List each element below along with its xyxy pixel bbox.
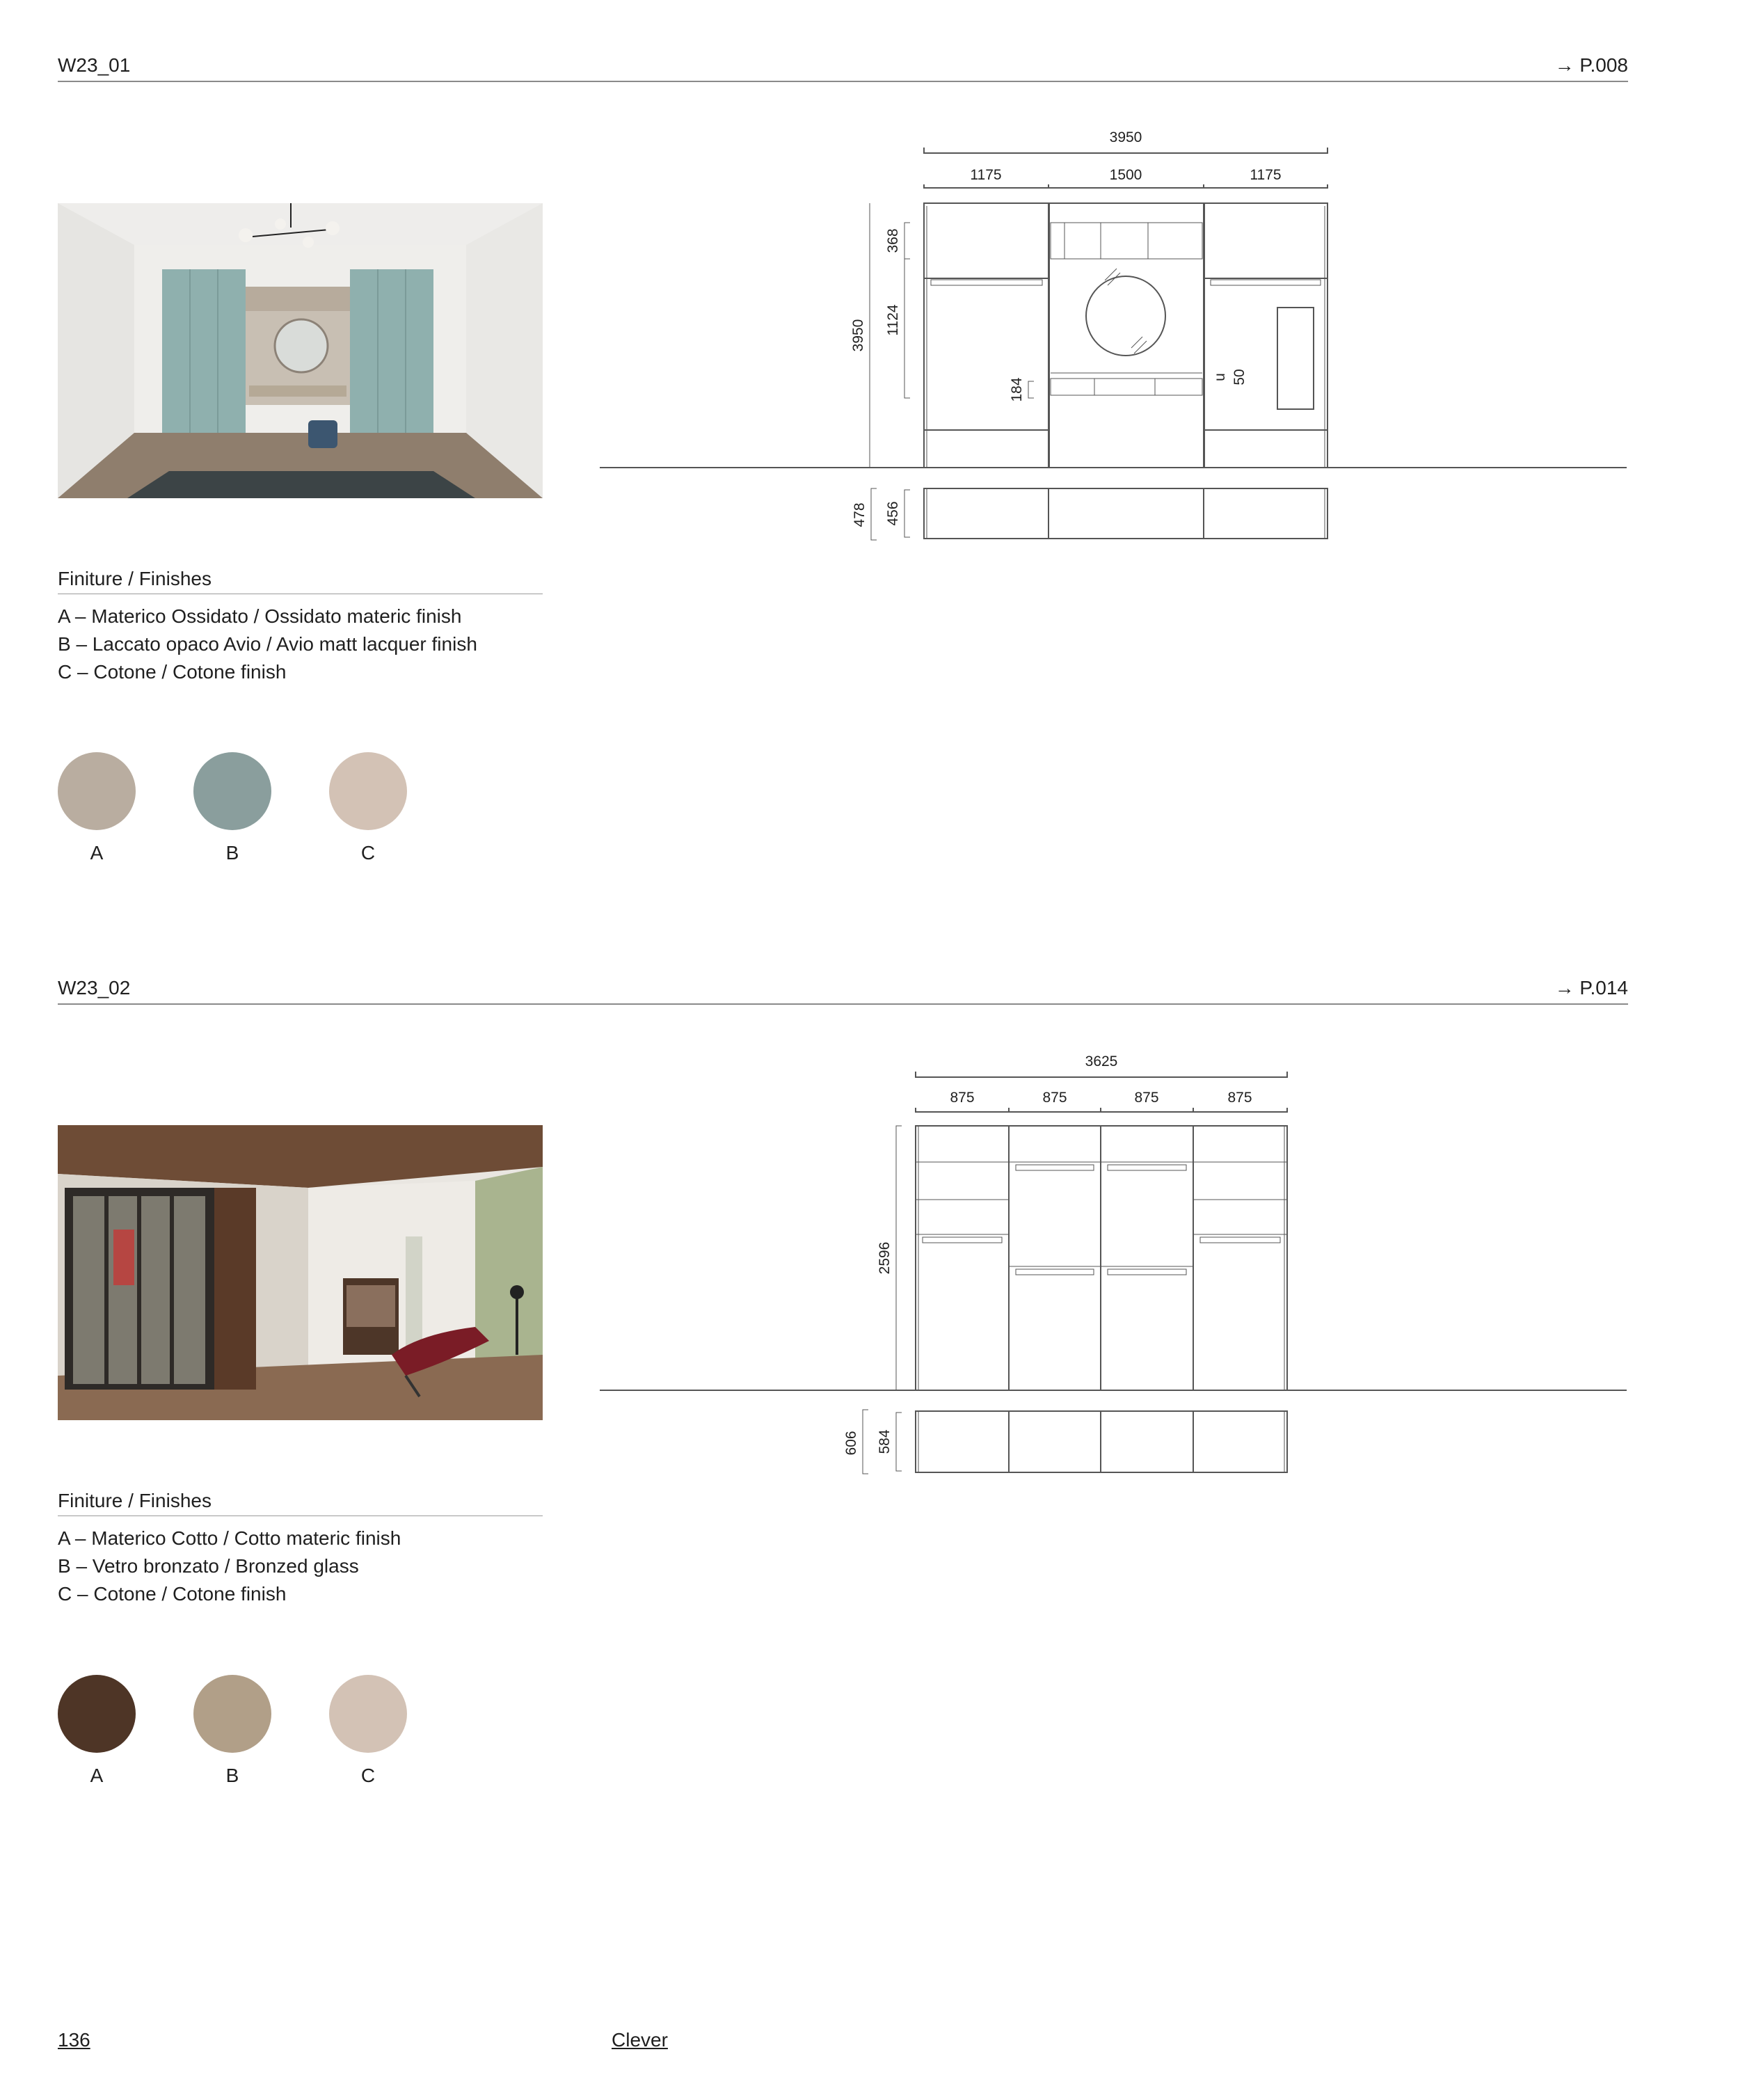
section-1-finishes-title: Finiture / Finishes [58, 568, 212, 589]
section-1-technical-drawing [598, 118, 1628, 550]
section-2-finishes-list [58, 1525, 401, 1608]
dim-depth-inner: 584 [877, 1429, 893, 1454]
dim-depth-inner: 456 [885, 501, 901, 526]
dim-total-width: 3950 [1109, 129, 1142, 145]
section-2-finishes-title: Finiture / Finishes [58, 1490, 212, 1511]
dim-drawer: 184 [1009, 377, 1025, 402]
dim-width: 875 [1134, 1090, 1159, 1106]
dim-depth-outer: 478 [852, 502, 868, 527]
dim-width: 875 [950, 1090, 975, 1106]
dim-side: 50 [1231, 369, 1247, 385]
dim-depth-outer: 606 [843, 1431, 859, 1456]
swatch-b [193, 1675, 271, 1753]
dim-height: 2596 [877, 1241, 893, 1275]
section-2-photo [58, 1125, 543, 1420]
swatch-label: B [225, 1765, 239, 1786]
section-2-technical-drawing [598, 1041, 1628, 1486]
dim-height: 3950 [850, 319, 866, 352]
dim-width: 1175 [970, 167, 1002, 183]
finish-item: C – Cotone / Cotone finish [58, 661, 287, 683]
swatch-a [58, 1675, 136, 1753]
swatch-label: B [225, 842, 239, 864]
dim-side-small: u [1212, 373, 1228, 381]
section-2-code: W23_02 [58, 977, 131, 999]
page-number: 136 [58, 2029, 90, 2051]
section-1-finishes-list [58, 603, 477, 686]
dim-width: 1175 [1250, 167, 1282, 183]
section-1-page-link[interactable]: → P.008 [1554, 54, 1628, 76]
swatch-c [329, 752, 407, 830]
swatch-label: A [90, 1765, 104, 1786]
dim-hanging: 1124 [885, 304, 901, 336]
section-1-photo [58, 203, 543, 498]
swatch-b [193, 752, 271, 830]
dim-width: 1500 [1109, 167, 1142, 183]
finish-item: A – Materico Ossidato / Ossidato materic finish [58, 605, 462, 627]
swatch-label: C [360, 1765, 376, 1786]
finish-item: B – Vetro bronzato / Bronzed glass [58, 1555, 359, 1577]
dim-top-compartment: 368 [885, 228, 901, 253]
finish-item: A – Materico Cotto / Cotto materic finish [58, 1527, 401, 1549]
dim-width: 875 [1042, 1090, 1067, 1106]
dim-total-width: 3625 [1085, 1053, 1118, 1069]
swatch-a [58, 752, 136, 830]
swatch-c [329, 1675, 407, 1753]
dim-width: 875 [1227, 1090, 1252, 1106]
section-2-header-rule [58, 1003, 1628, 1005]
collection-link[interactable]: Clever [612, 2029, 668, 2051]
swatch-label: C [360, 842, 376, 864]
section-2-page-link[interactable]: → P.014 [1554, 977, 1628, 999]
finish-item: C – Cotone / Cotone finish [58, 1583, 287, 1605]
finish-item: B – Laccato opaco Avio / Avio matt lacquer finish [58, 633, 477, 655]
section-1-header-rule [58, 81, 1628, 82]
swatch-label: A [90, 842, 104, 864]
section-1-code: W23_01 [58, 54, 131, 76]
